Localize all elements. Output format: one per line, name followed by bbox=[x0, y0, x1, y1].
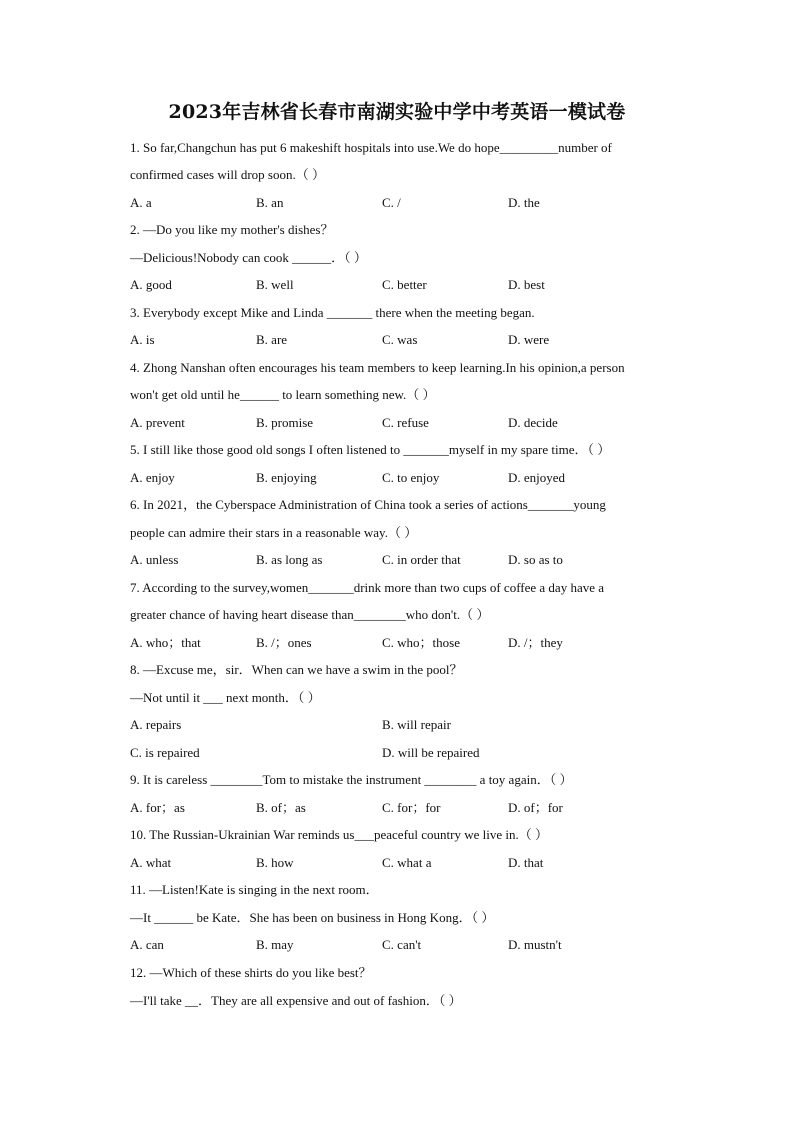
question-4-option-d: D. decide bbox=[508, 415, 558, 430]
question-8-option-d: D. will be repaired bbox=[382, 745, 480, 760]
question-7-option-c: C. who；those bbox=[382, 635, 461, 650]
question-7-option-d: D. /；they bbox=[508, 635, 563, 650]
question-11-option-b: B. may bbox=[256, 937, 294, 952]
question-10-option-b: B. how bbox=[256, 855, 294, 870]
question-7-option-a: A. who；that bbox=[130, 635, 201, 650]
question-3-option-d: D. were bbox=[508, 332, 550, 347]
question-8-option-a: A. repairs bbox=[130, 717, 182, 732]
question-12-line-2: —I'll take __．They are all expensive and out of fashion．（ ） bbox=[130, 993, 462, 1008]
question-1-line-1: 1. So far,Changchun has put 6 makeshift hospitals into use.We do hope_________number of bbox=[130, 140, 612, 155]
question-11-option-d: D. mustn't bbox=[508, 937, 562, 952]
question-5-option-b: B. enjoying bbox=[256, 470, 317, 485]
question-8-option-b: B. will repair bbox=[382, 717, 451, 732]
question-5-line-1: 5. I still like those good old songs I often listened to _______myself in my spare time．（ ） bbox=[130, 442, 611, 457]
question-3-line-1: 3. Everybody except Mike and Linda _______ there when the meeting began. bbox=[130, 305, 535, 320]
question-1-option-a: A. a bbox=[130, 195, 152, 210]
question-4-line-1: 4. Zhong Nanshan often encourages his team members to keep learning.In his opinion,a person bbox=[130, 360, 625, 375]
question-2-line-2: —Delicious!Nobody can cook ______．（ ） bbox=[130, 250, 367, 265]
question-2-option-a: A. good bbox=[130, 277, 172, 292]
question-9-line-1: 9. It is careless ________Tom to mistake the instrument ________ a toy again．（ ） bbox=[130, 772, 573, 787]
question-2-option-b: B. well bbox=[256, 277, 294, 292]
question-11-option-a: A. can bbox=[130, 937, 164, 952]
question-1-option-b: B. an bbox=[256, 195, 284, 210]
question-6-option-c: C. in order that bbox=[382, 552, 461, 567]
question-11-option-c: C. can't bbox=[382, 937, 422, 952]
question-4-line-2: won't get old until he______ to learn something new.（ ） bbox=[130, 387, 436, 402]
question-2-option-d: D. best bbox=[508, 277, 545, 292]
question-5-option-d: D. enjoyed bbox=[508, 470, 566, 485]
question-4-option-b: B. promise bbox=[256, 415, 314, 430]
question-7-line-2: greater chance of having heart disease than________who don't.（ ） bbox=[130, 607, 490, 622]
question-9-option-d: D. of；for bbox=[508, 800, 563, 815]
question-6-line-1: 6. In 2021，the Cyberspace Administration of China took a series of actions_______young bbox=[130, 497, 606, 512]
question-4-option-c: C. refuse bbox=[382, 415, 429, 430]
question-9-option-b: B. of；as bbox=[256, 800, 306, 815]
question-10-line-1: 10. The Russian-Ukrainian War reminds us___peaceful country we live in.（ ） bbox=[130, 827, 548, 842]
question-7-line-1: 7. According to the survey,women_______drink more than two cups of coffee a day have a bbox=[130, 580, 605, 595]
question-5-option-a: A. enjoy bbox=[130, 470, 175, 485]
question-2-option-c: C. better bbox=[382, 277, 427, 292]
question-1-line-2: confirmed cases will drop soon.（ ） bbox=[130, 167, 325, 182]
question-3-option-b: B. are bbox=[256, 332, 288, 347]
question-4-option-a: A. prevent bbox=[130, 415, 185, 430]
question-6-line-2: people can admire their stars in a reasonable way.（ ） bbox=[130, 525, 418, 540]
question-11-line-1: 11. —Listen!Kate is singing in the next room． bbox=[130, 882, 379, 897]
question-1-option-d: D. the bbox=[508, 195, 540, 210]
question-12-line-1: 12. —Which of these shirts do you like best？ bbox=[130, 965, 372, 980]
question-3-option-a: A. is bbox=[130, 332, 155, 347]
question-7-option-b: B. /；ones bbox=[256, 635, 312, 650]
question-6-option-d: D. so as to bbox=[508, 552, 563, 567]
question-6-option-b: B. as long as bbox=[256, 552, 323, 567]
question-10-option-c: C. what a bbox=[382, 855, 432, 870]
question-3-option-c: C. was bbox=[382, 332, 418, 347]
question-10-option-a: A. what bbox=[130, 855, 172, 870]
question-8-option-c: C. is repaired bbox=[130, 745, 200, 760]
question-9-option-c: C. for；for bbox=[382, 800, 441, 815]
question-8-line-2: —Not until it ___ next month．（ ） bbox=[130, 690, 321, 705]
question-9-option-a: A. for；as bbox=[130, 800, 185, 815]
question-2-line-1: 2. —Do you like my mother's dishes？ bbox=[130, 222, 334, 237]
question-10-option-d: D. that bbox=[508, 855, 544, 870]
page-title: 2023年吉林省长春市南湖实验中学中考英语一模试卷 bbox=[168, 101, 626, 123]
question-6-option-a: A. unless bbox=[130, 552, 179, 567]
question-5-option-c: C. to enjoy bbox=[382, 470, 440, 485]
question-8-line-1: 8. —Excuse me，sir．When can we have a swim in the pool？ bbox=[130, 662, 463, 677]
question-11-line-2: —It ______ be Kate．She has been on business in Hong Kong．（ ） bbox=[130, 910, 495, 925]
question-1-option-c: C. / bbox=[382, 195, 401, 210]
